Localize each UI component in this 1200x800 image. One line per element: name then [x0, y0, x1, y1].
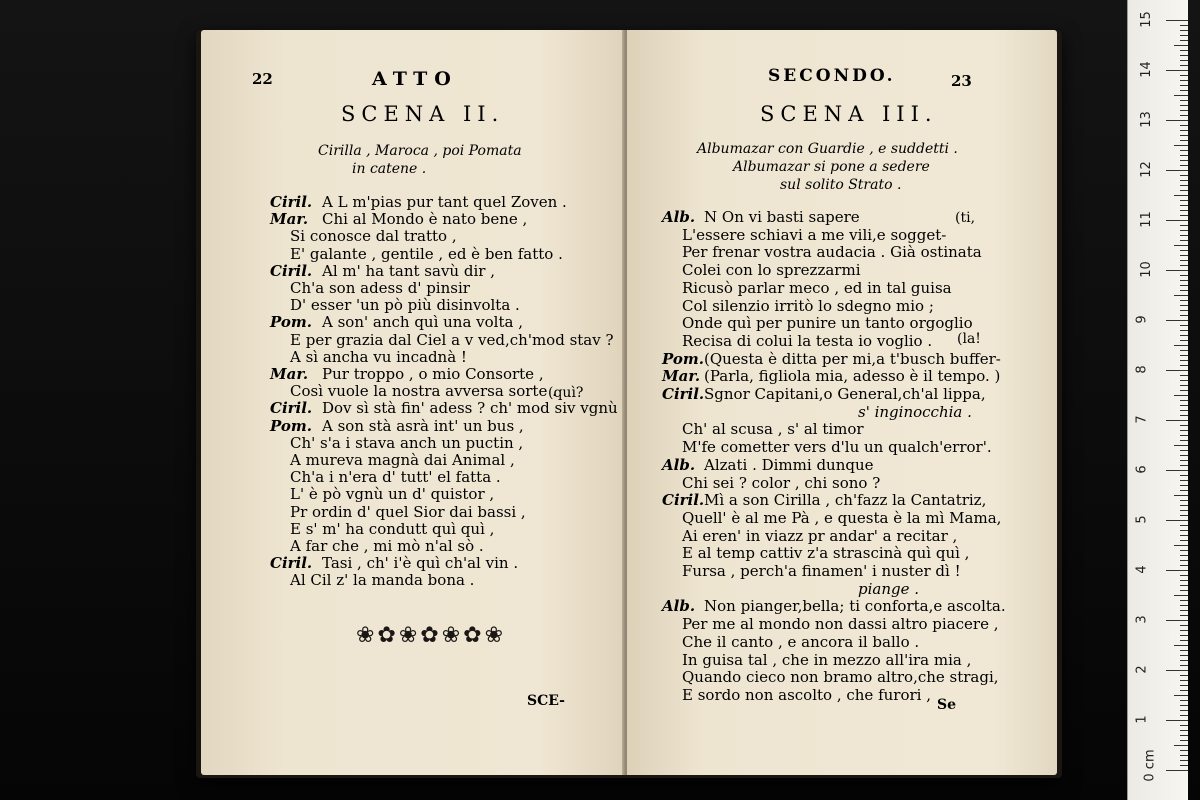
right-cast-line-2: Albumazar si pone a sedere: [733, 159, 930, 175]
verse-line: Fursa , perch'a finamen' i nuster dì !: [682, 562, 961, 580]
measurement-ruler: [1127, 0, 1188, 800]
ruler-tick: [1180, 560, 1188, 561]
ruler-tick: [1180, 625, 1188, 626]
ruler-tick: [1180, 260, 1188, 261]
ruler-tick: [1180, 150, 1188, 151]
ruler-tick: [1180, 655, 1188, 656]
ruler-tick: [1180, 140, 1188, 141]
ruler-number: 1: [1134, 715, 1150, 724]
ruler-tick: [1180, 175, 1188, 176]
ruler-tick: [1180, 280, 1188, 281]
ruler-tick: [1180, 665, 1188, 666]
ruler-tick: [1180, 610, 1188, 611]
ruler-tick: [1166, 720, 1188, 721]
ruler-tick: [1180, 80, 1188, 81]
ruler-tick: [1180, 675, 1188, 676]
ruler-tick: [1180, 255, 1188, 256]
ruler-tick: [1180, 710, 1188, 711]
ruler-tick: [1180, 230, 1188, 231]
ruler-tick: [1180, 355, 1188, 356]
ruler-tick: [1180, 765, 1188, 766]
ruler-tick: [1180, 460, 1188, 461]
ruler-tick: [1174, 645, 1188, 646]
ruler-tick: [1180, 410, 1188, 411]
ruler-tick: [1180, 135, 1188, 136]
ruler-tick: [1174, 495, 1188, 496]
ruler-tick: [1166, 470, 1188, 471]
ruler-tick: [1180, 390, 1188, 391]
verse-line: Ricusò parlar meco , ed in tal guisa: [682, 278, 952, 297]
ruler-tick: [1180, 715, 1188, 716]
ruler-tick: [1180, 235, 1188, 236]
ruler-tick: [1166, 420, 1188, 421]
left-overflow-word: (quì?: [548, 385, 584, 401]
verse-line: D' esser 'un pò più disinvolta .: [290, 296, 520, 315]
ruler-number: 12: [1138, 161, 1154, 178]
ruler-tick: [1166, 20, 1188, 21]
verse-line: Recisa di colui la testa io voglio .: [682, 331, 933, 350]
ruler-tick: [1180, 525, 1188, 526]
speaker-label: Ciril.: [270, 193, 313, 211]
ruler-tick: [1180, 465, 1188, 466]
verse-line: Ai eren' in viazz pr andar' a recitar ,: [682, 526, 958, 545]
verse-line: Pur troppo , o mio Consorte ,: [322, 365, 544, 383]
right-cast-line-1: Albumazar con Guardie , e suddetti .: [697, 141, 958, 157]
ruler-tick: [1174, 745, 1188, 746]
ruler-tick: [1180, 160, 1188, 161]
verse-line: A L m'pias pur tant quel Zoven .: [322, 193, 567, 211]
ruler-tick: [1180, 455, 1188, 456]
speaker-label: Pom.: [662, 349, 704, 368]
ruler-tick: [1180, 510, 1188, 511]
left-cast-line-2: in catene .: [352, 161, 427, 177]
ruler-tick: [1180, 585, 1188, 586]
verse-line: Ch' al scusa , s' al timor: [682, 420, 864, 439]
ruler-tick: [1180, 630, 1188, 631]
ruler-tick: [1180, 660, 1188, 661]
verse-line: Ch' s'a i stava anch un puctin ,: [290, 433, 524, 452]
verse-line: Per me al mondo non dassi altro piacere ,: [682, 615, 999, 634]
ruler-tick: [1180, 225, 1188, 226]
verse-line: A sì ancha vu incadnà !: [290, 347, 467, 366]
ruler-tick: [1180, 110, 1188, 111]
speaker-label: Ciril.: [270, 399, 313, 418]
ruler-tick: [1180, 615, 1188, 616]
verse-line: E per grazia dal Ciel a v ved,ch'mod stav ?: [290, 330, 614, 349]
ruler-tick: [1180, 475, 1188, 476]
ruler-tick: [1166, 70, 1188, 71]
ruler-tick: [1166, 570, 1188, 571]
ruler-number: 9: [1134, 315, 1150, 324]
ruler-tick: [1180, 250, 1188, 251]
ruler-tick: [1180, 365, 1188, 366]
ruler-tick: [1180, 500, 1188, 501]
right-overflow-2: (la!: [957, 331, 981, 347]
ruler-tick: [1180, 400, 1188, 401]
left-page-number: 22: [252, 70, 273, 88]
ruler-tick: [1180, 725, 1188, 726]
ruler-tick: [1174, 445, 1188, 446]
ruler-tick: [1174, 195, 1188, 196]
ruler-tick: [1166, 220, 1188, 221]
verse-line: Colei con lo sprezzarmi: [682, 261, 861, 280]
verse-line: Che il canto , e ancora il ballo .: [682, 632, 920, 651]
right-catchword: Se: [937, 697, 957, 713]
speaker-label: Mar.: [270, 210, 309, 229]
ruler-tick: [1180, 350, 1188, 351]
ruler-number: 8: [1134, 365, 1150, 374]
ruler-tick: [1180, 335, 1188, 336]
ruler-tick: [1180, 505, 1188, 506]
ruler-tick: [1180, 290, 1188, 291]
ruler-tick: [1180, 115, 1188, 116]
verse-line: A son stà asrà int' un bus ,: [322, 416, 524, 435]
ruler-tick: [1180, 480, 1188, 481]
verse-line: E s' m' ha condutt quì quì ,: [290, 519, 495, 538]
left-scene-title: SCENA II.: [341, 102, 505, 126]
ruler-tick: [1166, 270, 1188, 271]
ruler-tick: [1174, 295, 1188, 296]
ruler-number: 6: [1134, 465, 1150, 474]
ruler-tick: [1174, 345, 1188, 346]
speaker-label: Ciril.: [270, 261, 313, 280]
speaker-label: Pom.: [270, 313, 312, 332]
verse-line: Per frenar vostra audacia . Già ostinata: [682, 243, 982, 262]
ruler-tick: [1180, 165, 1188, 166]
speaker-label: Alb.: [662, 597, 696, 616]
ruler-tick: [1180, 155, 1188, 156]
speaker-label: Ciril.: [662, 491, 705, 510]
ruler-number: 11: [1138, 211, 1154, 228]
verse-line: A mureva magnà dai Animal ,: [290, 451, 515, 469]
ruler-tick: [1180, 575, 1188, 576]
ruler-tick: [1166, 370, 1188, 371]
ruler-tick: [1180, 565, 1188, 566]
ruler-tick: [1180, 340, 1188, 341]
ruler-tick: [1180, 325, 1188, 326]
ruler-tick: [1180, 300, 1188, 301]
verse-line: Pr ordin d' quel Sior dai bassi ,: [290, 502, 526, 521]
ruler-tick: [1180, 30, 1188, 31]
ruler-number: 7: [1134, 415, 1150, 424]
ruler-tick: [1166, 770, 1188, 771]
verse-line: (Questa è ditta per mi,a t'busch buffer-: [704, 349, 1001, 368]
ruler-tick: [1180, 205, 1188, 206]
ruler-tick: [1180, 450, 1188, 451]
ruler-tick: [1180, 550, 1188, 551]
verse-line: Ch'a i n'era d' tutt' el fatta .: [290, 468, 501, 487]
ruler-tick: [1180, 210, 1188, 211]
speaker-label: Mar.: [662, 367, 701, 386]
left-cast-line-1: Cirilla , Maroca , poi Pomata: [318, 143, 522, 159]
ruler-tick: [1180, 85, 1188, 86]
ruler-tick: [1180, 285, 1188, 286]
ruler-number: 5: [1134, 515, 1150, 524]
ruler-tick: [1180, 360, 1188, 361]
ruler-tick: [1180, 105, 1188, 106]
verse-line: s' inginocchia .: [858, 402, 972, 421]
ruler-tick: [1180, 190, 1188, 191]
ruler-tick: [1180, 485, 1188, 486]
verse-line: piange .: [858, 579, 920, 598]
speaker-label: Ciril.: [662, 385, 705, 403]
ruler-tick: [1180, 25, 1188, 26]
ruler-tick: [1180, 200, 1188, 201]
ruler-tick: [1174, 45, 1188, 46]
verse-line: Onde quì per punire un tanto orgoglio: [682, 314, 973, 333]
ruler-tick: [1180, 310, 1188, 311]
ruler-tick: [1166, 670, 1188, 671]
ruler-tick: [1180, 315, 1188, 316]
verse-line: (Parla, figliola mia, adesso è il tempo. ): [704, 367, 1001, 386]
verse-line: N On vi basti sapere: [704, 208, 860, 226]
ruler-tick: [1180, 405, 1188, 406]
verse-line: A son' anch quì una volta ,: [322, 313, 523, 332]
ruler-tick: [1180, 635, 1188, 636]
ruler-tick: [1180, 385, 1188, 386]
ruler-tick: [1180, 185, 1188, 186]
verse-line: E' galante , gentile , ed è ben fatto .: [290, 244, 563, 263]
ruler-tick: [1180, 380, 1188, 381]
ruler-number: 10: [1138, 261, 1154, 278]
ruler-tick: [1180, 540, 1188, 541]
ruler-tick: [1180, 435, 1188, 436]
ruler-tick: [1174, 695, 1188, 696]
ruler-tick: [1180, 375, 1188, 376]
ruler-tick: [1180, 55, 1188, 56]
ruler-tick: [1180, 515, 1188, 516]
ruler-tick: [1180, 640, 1188, 641]
ruler-tick: [1180, 690, 1188, 691]
verse-line: L' è pò vgnù un d' quistor ,: [290, 485, 495, 504]
verse-line: Chi sei ? color , chi sono ?: [682, 473, 881, 492]
ruler-tick: [1180, 705, 1188, 706]
verse-line: Al Cil z' la manda bona .: [290, 571, 475, 590]
ruler-tick: [1180, 35, 1188, 36]
verse-line: Tasi , ch' i'è quì ch'al vin .: [322, 554, 519, 573]
right-running-head: SECONDO.: [768, 66, 896, 86]
ruler-tick: [1180, 215, 1188, 216]
ruler-tick: [1180, 650, 1188, 651]
floral-ornament: ❀✿❀✿❀✿❀: [356, 623, 507, 648]
right-cast-line-3: sul solito Strato .: [780, 177, 902, 193]
ruler-tick: [1180, 600, 1188, 601]
ruler-tick: [1180, 415, 1188, 416]
ruler-tick: [1166, 320, 1188, 321]
verse-line: Non pianger,bella; ti conforta,e ascolta.: [704, 597, 1006, 616]
verse-line: Mì a son Cirilla , ch'fazz la Cantatriz,: [704, 491, 987, 510]
ruler-tick: [1180, 680, 1188, 681]
ruler-tick: [1180, 275, 1188, 276]
verse-line: Ch'a son adess d' pinsir: [290, 279, 470, 297]
ruler-tick: [1166, 620, 1188, 621]
ruler-number: 15: [1138, 11, 1154, 28]
ruler-tick: [1180, 530, 1188, 531]
ruler-tick: [1180, 605, 1188, 606]
ruler-tick: [1180, 535, 1188, 536]
verse-line: E al temp cattiv z'a strascinà quì quì ,: [682, 544, 970, 563]
ruler-tick: [1180, 330, 1188, 331]
ruler-tick: [1180, 440, 1188, 441]
verse-line: Quell' è al me Pà , e questa è la mì Mama,: [682, 508, 1002, 527]
ruler-tick: [1174, 595, 1188, 596]
ruler-number: 2: [1134, 665, 1150, 674]
ruler-tick: [1180, 580, 1188, 581]
left-running-head: ATTO: [372, 68, 458, 90]
ruler-tick: [1180, 750, 1188, 751]
speaker-label: Pom.: [270, 416, 312, 435]
ruler-tick: [1180, 75, 1188, 76]
verse-line: Così vuole la nostra avversa sorte .: [290, 382, 557, 401]
ruler-tick: [1180, 730, 1188, 731]
ruler-tick: [1180, 100, 1188, 101]
ruler-tick: [1174, 245, 1188, 246]
verse-line: In guisa tal , che in mezzo all'ira mia ,: [682, 650, 972, 669]
ruler-tick: [1180, 50, 1188, 51]
verse-line: Quando cieco non bramo altro,che stragi,: [682, 668, 999, 687]
speaker-label: Mar.: [270, 365, 309, 383]
right-overflow-1: (ti,: [955, 210, 976, 226]
ruler-tick: [1174, 395, 1188, 396]
ruler-tick: [1166, 120, 1188, 121]
ruler-tick: [1180, 740, 1188, 741]
ruler-unit-label: 0 cm: [1142, 749, 1158, 782]
right-scene-title: SCENA III.: [760, 102, 938, 126]
verse-line: M'fe cometter vers d'lu un qualch'error'.: [682, 438, 992, 457]
ruler-tick: [1180, 125, 1188, 126]
ruler-tick: [1180, 760, 1188, 761]
verse-line: Alzati . Dimmi dunque: [704, 455, 874, 474]
ruler-tick: [1180, 425, 1188, 426]
ruler-tick: [1180, 90, 1188, 91]
verse-line: Col silenzio irritò lo sdegno mio ;: [682, 296, 934, 315]
ruler-tick: [1180, 490, 1188, 491]
ruler-number: 13: [1138, 111, 1154, 128]
ruler-tick: [1166, 520, 1188, 521]
ruler-tick: [1180, 240, 1188, 241]
ruler-tick: [1180, 755, 1188, 756]
verse-line: Si conosce dal tratto ,: [290, 227, 457, 246]
verse-line: E sordo non ascolto , che furori ,: [682, 685, 931, 704]
left-catchword: SCE-: [527, 693, 565, 709]
ruler-tick: [1174, 145, 1188, 146]
ruler-number: 14: [1138, 61, 1154, 78]
ruler-tick: [1180, 40, 1188, 41]
speaker-label: Ciril.: [270, 554, 313, 573]
ruler-tick: [1180, 430, 1188, 431]
ruler-tick: [1174, 545, 1188, 546]
ruler-number: 4: [1134, 565, 1150, 574]
verse-line: Sgnor Capitani,o General,ch'al lippa,: [704, 385, 986, 403]
speaker-label: Alb.: [662, 455, 696, 474]
ruler-tick: [1180, 555, 1188, 556]
speaker-label: Alb.: [662, 208, 696, 226]
ruler-tick: [1180, 60, 1188, 61]
ruler-tick: [1180, 685, 1188, 686]
verse-line: Dov sì stà fin' adess ? ch' mod siv vgnù: [322, 399, 618, 418]
verse-line: L'essere schiavi a me vili,e sogget-: [682, 225, 947, 244]
ruler-tick: [1174, 95, 1188, 96]
ruler-tick: [1166, 170, 1188, 171]
ruler-tick: [1180, 735, 1188, 736]
ruler-tick: [1180, 180, 1188, 181]
ruler-tick: [1180, 700, 1188, 701]
ruler-tick: [1180, 590, 1188, 591]
verse-line: A far che , mi mò n'al sò .: [290, 537, 484, 555]
ruler-tick: [1180, 305, 1188, 306]
ruler-tick: [1180, 65, 1188, 66]
right-page-number: 23: [951, 72, 972, 90]
verse-line: Chi al Mondo è nato bene ,: [322, 210, 528, 229]
ruler-tick: [1180, 265, 1188, 266]
ruler-tick: [1180, 130, 1188, 131]
ruler-number: 3: [1134, 615, 1150, 624]
verse-line: Al m' ha tant savù dir ,: [322, 261, 495, 280]
